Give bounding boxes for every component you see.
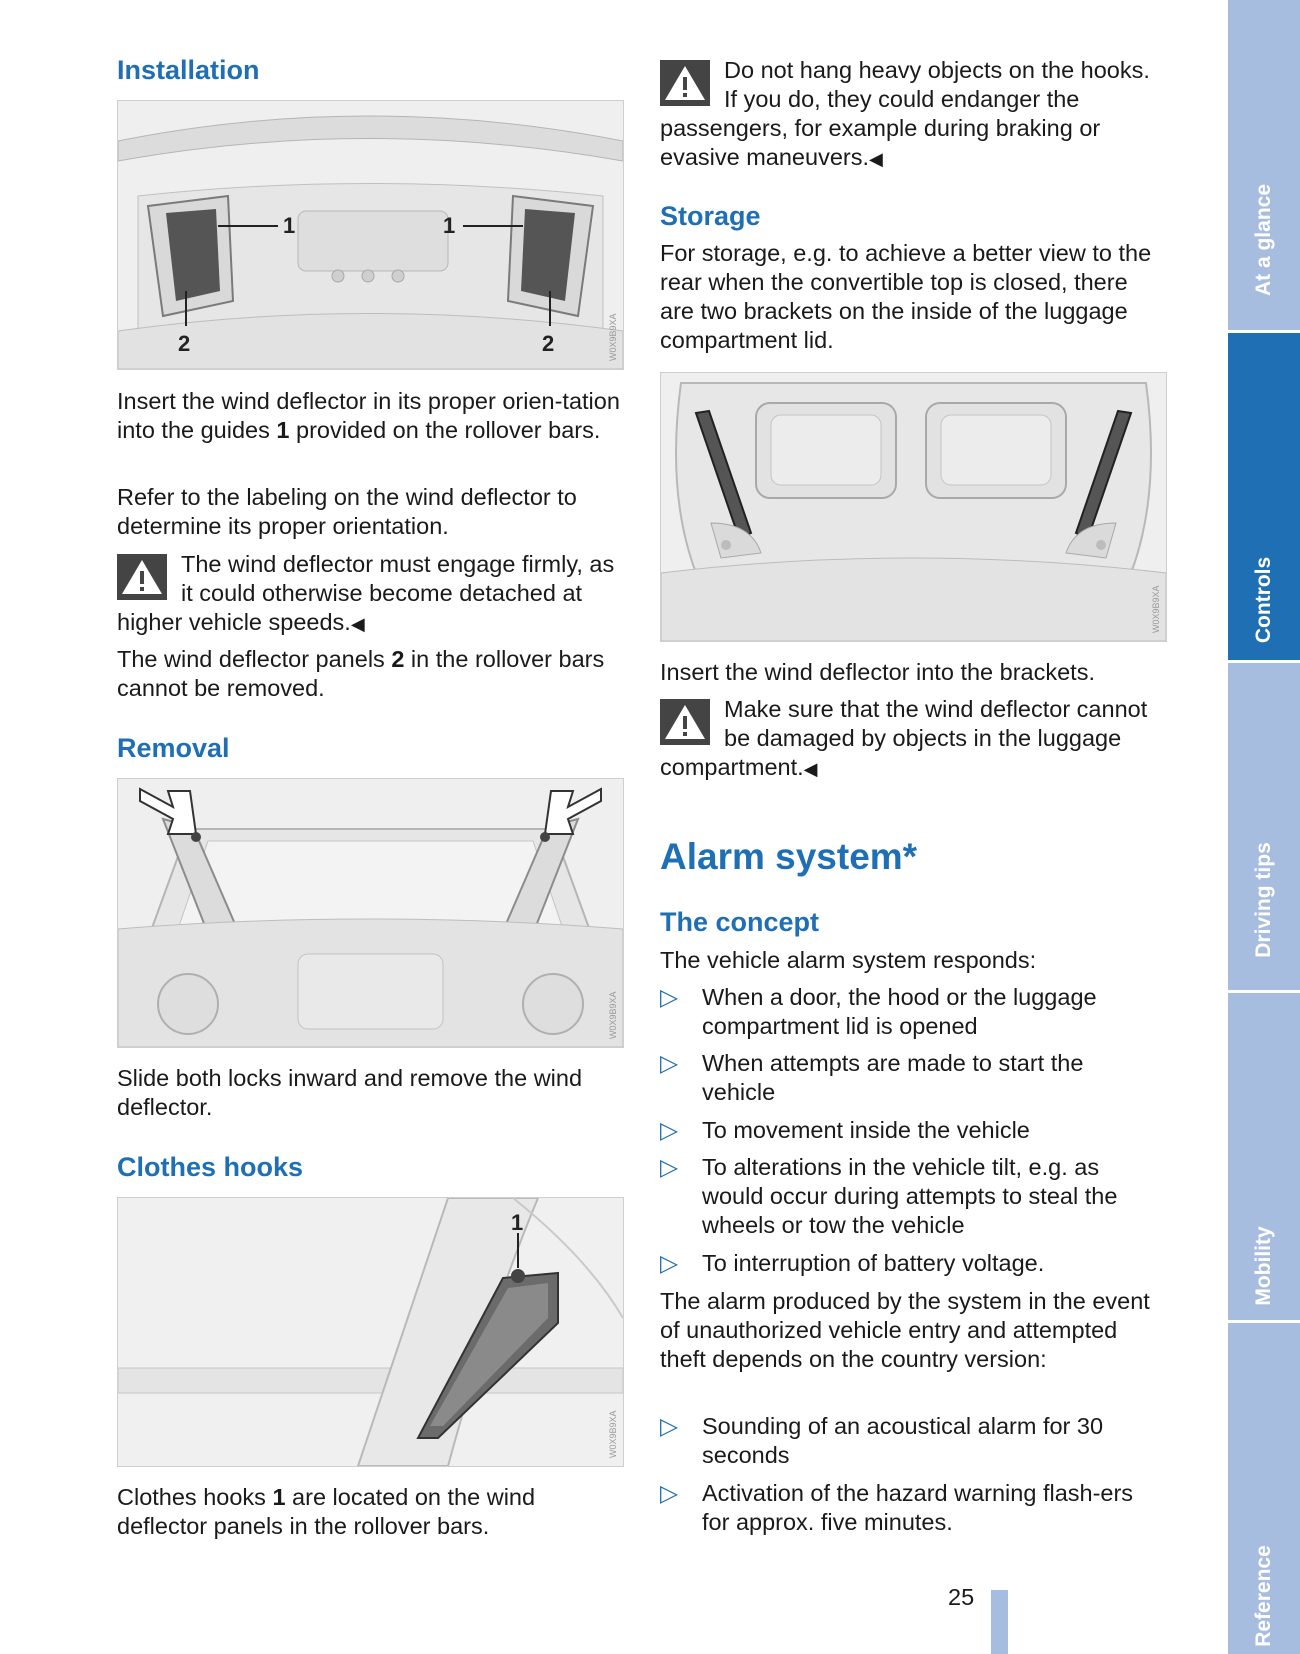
installation-callout-1-right: 1 — [443, 213, 456, 238]
installation-illustration — [118, 101, 623, 369]
installation-callout-1-left: 1 — [283, 213, 296, 238]
storage-illustration — [661, 373, 1166, 641]
removal-heading: Removal — [117, 733, 230, 763]
installation-figure-code: W0X9B9XA — [608, 313, 618, 361]
storage-heading: Storage — [660, 201, 761, 231]
installation-callout-2-right: 2 — [542, 331, 555, 356]
installation-paragraph-3: The wind deflector panels 2 in the rollover bars cannot be removed. — [117, 646, 605, 701]
tab-at-a-glance[interactable] — [1228, 0, 1300, 330]
removal-figure — [117, 778, 624, 1048]
list-item: ▷ When attempts are made to start the vehicle — [660, 1050, 1084, 1105]
triangle-bullet-icon: ▷ — [660, 1413, 679, 1439]
triangle-bullet-icon: ▷ — [660, 1250, 679, 1276]
list-item: ▷ When a door, the hood or the luggage compartment lid is opened — [660, 984, 1097, 1039]
removal-illustration — [118, 779, 623, 1047]
warning-icon — [660, 60, 710, 106]
end-marker: ◀ — [869, 149, 883, 169]
list-item: ▷ To movement inside the vehicle — [660, 1117, 1030, 1143]
storage-figure — [660, 372, 1167, 642]
installation-paragraph-2: Refer to the labeling on the wind deflector to determine its proper orientation. — [117, 484, 577, 539]
warning-icon — [660, 699, 710, 745]
end-marker: ◀ — [803, 759, 818, 779]
clothes-hooks-figure — [117, 1197, 624, 1467]
triangle-bullet-icon: ▷ — [660, 1480, 679, 1506]
clothes-hooks-heading: Clothes hooks — [117, 1152, 304, 1182]
storage-warning: Make sure that the wind deflector cannot be damaged by objects in the luggage compartment.◀ — [660, 696, 1148, 780]
page-number-bar — [991, 1590, 1008, 1654]
tab-controls[interactable] — [1228, 333, 1300, 660]
tab-mobility[interactable] — [1228, 993, 1300, 1320]
clothes-hooks-callout-1: 1 — [511, 1210, 524, 1235]
warning-icon — [117, 554, 167, 600]
clothes-hooks-figure-code: W0X9B9XA — [608, 1410, 618, 1458]
storage-paragraph-2: Insert the wind deflector into the brackets. — [660, 659, 1095, 685]
installation-callout-2-left: 2 — [178, 331, 191, 356]
tab-label: Driving tips — [1252, 842, 1275, 958]
end-marker: ◀ — [350, 614, 365, 634]
tab-label: At a glance — [1252, 183, 1275, 297]
triangle-bullet-icon: ▷ — [660, 1117, 679, 1143]
removal-figure-code: W0X9B9XA — [608, 991, 618, 1039]
triangle-bullet-icon: ▷ — [660, 1154, 679, 1180]
tab-label: Mobility — [1252, 1226, 1275, 1306]
removal-paragraph: Slide both locks inward and remove the wind deflector. — [117, 1065, 583, 1120]
alarm-system-title: Alarm system* — [660, 836, 918, 877]
installation-figure — [117, 100, 624, 370]
installation-heading: Installation — [117, 55, 260, 85]
installation-paragraph-1: Insert the wind deflector in its proper orien-tation into the guides 1 provided on the rollover bars. — [117, 388, 620, 443]
tab-driving-tips[interactable] — [1228, 663, 1300, 990]
list-item: ▷ To alterations in the vehicle tilt, e.g. as would occur during attempts to steal the wheels or tow the vehicle — [660, 1154, 1118, 1238]
installation-warning: The wind deflector must engage firmly, as it could otherwise become detached at higher vehicle speeds.◀ — [117, 551, 615, 635]
hooks-warning: Do not hang heavy objects on the hooks. If you do, they could endanger the passengers, for example during braking or evasive maneuvers.◀ — [660, 57, 1150, 170]
tab-label: Reference — [1252, 1545, 1275, 1647]
alarm-paragraph-2: The alarm produced by the system in the event of unauthorized vehicle entry and attempted theft depends on the country version: — [660, 1288, 1150, 1372]
list-item: ▷ Activation of the hazard warning flash-ers for approx. five minutes. — [660, 1480, 1134, 1535]
list-item: ▷ To interruption of battery voltage. — [660, 1250, 1045, 1276]
concept-intro: The vehicle alarm system responds: — [660, 947, 1037, 973]
triangle-bullet-icon: ▷ — [660, 1050, 679, 1076]
tab-label: Controls — [1252, 556, 1275, 644]
storage-figure-code: W0X9B9XA — [1151, 585, 1161, 633]
list-item: ▷ Sounding of an acoustical alarm for 30 seconds — [660, 1413, 1104, 1468]
page-number: 25 — [948, 1584, 975, 1610]
triangle-bullet-icon: ▷ — [660, 984, 679, 1010]
concept-heading: The concept — [660, 907, 820, 937]
storage-paragraph-1: For storage, e.g. to achieve a better view to the rear when the convertible top is closed, there are two brackets on the inside of the luggage compartment lid. — [660, 240, 1152, 353]
side-tab-strip — [1228, 0, 1300, 1654]
clothes-hooks-illustration — [118, 1198, 623, 1466]
tab-reference[interactable] — [1228, 1323, 1300, 1654]
clothes-hooks-paragraph: Clothes hooks 1 are located on the wind deflector panels in the rollover bars. — [117, 1484, 536, 1539]
